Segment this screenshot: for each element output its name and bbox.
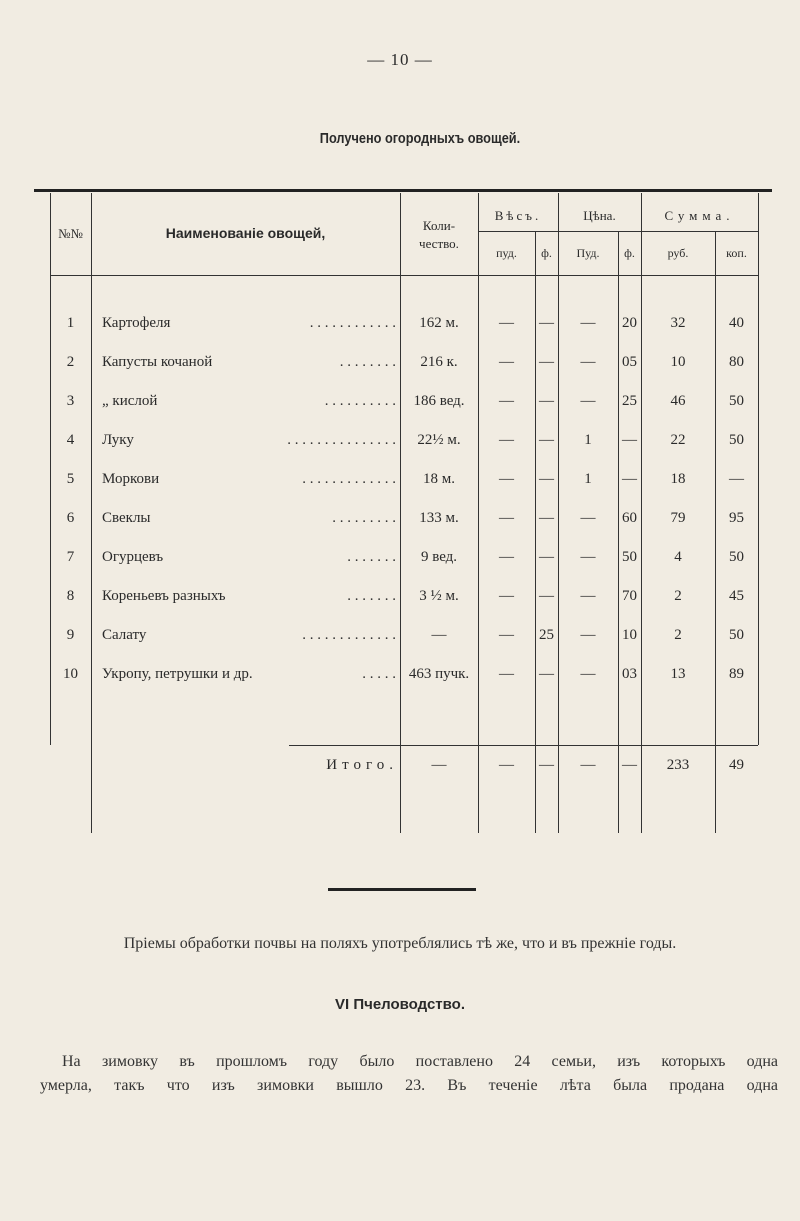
- total-rule: [289, 745, 758, 746]
- row-number: 2: [66, 354, 75, 370]
- row-price-pud: —: [580, 393, 596, 409]
- total-price-f: —: [622, 757, 637, 773]
- row-weight-f: —: [539, 588, 554, 604]
- row-name: Салату: [102, 627, 147, 643]
- row-kop: 50: [729, 549, 744, 565]
- row-weight-pud: —: [499, 393, 514, 409]
- row-weight-pud: —: [499, 588, 514, 604]
- row-number: 7: [66, 549, 75, 565]
- row-name: Огурцевъ: [102, 549, 164, 565]
- row-leader-dots: . . . . . . . . . . . .: [309, 315, 396, 331]
- table-title: Получено огородныхъ овощей.: [319, 130, 521, 147]
- total-rub: 233: [666, 757, 690, 773]
- row-weight-pud: —: [499, 510, 514, 526]
- row-rub: 2: [674, 627, 682, 643]
- table-border-right: [758, 193, 759, 745]
- header-weight: Вѣсъ.: [494, 208, 542, 223]
- page-number: — 10 —: [367, 50, 433, 69]
- row-kop: 80: [729, 354, 744, 370]
- row-price-pud: —: [580, 354, 596, 370]
- row-leader-dots: . . . . . . . . . . . . . . .: [287, 432, 396, 448]
- row-leader-dots: . . . . . . .: [347, 588, 396, 604]
- paragraph-bees-line1: На зимовку въ прошломъ году было поставлено 24 семьи, изъ которыхъ одна: [62, 1053, 778, 1070]
- row-name: Укропу, петрушки и др.: [102, 666, 253, 682]
- row-qty: 3 ½ м.: [419, 588, 459, 604]
- row-rub: 46: [670, 393, 686, 409]
- row-price-f: 20: [622, 315, 637, 331]
- header-price: Цѣна.: [583, 208, 616, 223]
- total-qty: —: [431, 757, 447, 773]
- row-leader-dots: . . . . . . . . . . . . .: [302, 627, 396, 643]
- total-label: Итого.: [326, 757, 398, 773]
- row-weight-f: —: [539, 315, 554, 331]
- row-weight-f: —: [539, 510, 554, 526]
- row-qty: 22½ м.: [417, 432, 461, 448]
- header-sum: Сумма.: [664, 208, 735, 223]
- total-kop: 49: [729, 757, 744, 773]
- row-price-pud: —: [580, 588, 596, 604]
- row-rub: 32: [670, 315, 686, 331]
- row-number: 10: [63, 666, 78, 682]
- row-kop: 40: [729, 315, 744, 331]
- row-kop: 50: [729, 393, 744, 409]
- row-price-pud: —: [580, 627, 596, 643]
- row-price-f: 25: [622, 393, 637, 409]
- row-number: 8: [66, 588, 75, 604]
- row-name: Кореньевъ разныхъ: [102, 588, 226, 604]
- row-kop: 50: [729, 627, 744, 643]
- row-rub: 79: [670, 510, 686, 526]
- row-weight-f: —: [539, 666, 554, 682]
- row-rub: 2: [674, 588, 682, 604]
- row-price-f: 05: [622, 354, 637, 370]
- row-price-pud: 1: [584, 432, 592, 448]
- row-weight-pud: —: [499, 666, 514, 682]
- row-name: Картофеля: [102, 315, 171, 331]
- row-kop: 50: [729, 432, 744, 448]
- paragraph-soil: Пріемы обработки почвы на поляхъ употреблялись тѣ же, что и въ прежніе годы.: [123, 935, 677, 952]
- col-divider: [91, 193, 92, 833]
- total-price-pud: —: [580, 757, 596, 773]
- row-price-f: 10: [622, 627, 637, 643]
- row-leader-dots: . . . . . . . . . . . . .: [302, 471, 396, 487]
- row-rub: 10: [670, 354, 686, 370]
- row-kop: —: [729, 471, 744, 487]
- row-leader-dots: . . . . . . . .: [339, 354, 396, 370]
- row-name: Капусты кочаной: [102, 354, 213, 370]
- header-pud: пуд.: [496, 246, 517, 260]
- row-price-f: 50: [622, 549, 637, 565]
- row-qty: 162 м.: [419, 315, 459, 331]
- row-kop: 95: [729, 510, 744, 526]
- header-subrule: [478, 231, 758, 232]
- row-weight-f: 25: [539, 627, 554, 643]
- row-weight-pud: —: [499, 549, 514, 565]
- row-price-f: 70: [622, 588, 637, 604]
- table-top-rule: [34, 189, 772, 192]
- row-qty: 9 вед.: [420, 549, 458, 565]
- row-qty: 186 вед.: [413, 393, 465, 409]
- row-weight-pud: —: [499, 627, 514, 643]
- row-qty: 216 к.: [420, 354, 458, 370]
- header-bottom-rule: [50, 275, 758, 276]
- header-f1: ф.: [541, 246, 552, 260]
- vegetables-table: [34, 189, 772, 839]
- row-price-f: —: [622, 471, 637, 487]
- header-f2: ф.: [624, 246, 635, 260]
- row-leader-dots: . . . . . . .: [347, 549, 396, 565]
- row-name: Моркови: [102, 471, 160, 487]
- row-price-f: —: [622, 432, 637, 448]
- row-price-f: 60: [622, 510, 637, 526]
- header-rub: руб.: [667, 246, 689, 260]
- row-price-pud: —: [580, 510, 596, 526]
- row-number: 1: [66, 315, 75, 331]
- section-divider: [328, 888, 476, 891]
- row-number: 3: [66, 393, 75, 409]
- row-weight-f: —: [539, 393, 554, 409]
- header-qty-1: Коли-: [422, 218, 456, 233]
- row-number: 5: [66, 471, 75, 487]
- header-num: №№: [58, 226, 83, 241]
- row-number: 9: [66, 627, 75, 643]
- row-weight-f: —: [539, 432, 554, 448]
- header-kop: коп.: [726, 246, 747, 260]
- row-kop: 89: [729, 666, 744, 682]
- row-price-f: 03: [622, 666, 637, 682]
- row-leader-dots: . . . . . . . . . .: [324, 393, 396, 409]
- row-kop: 45: [729, 588, 744, 604]
- header-qty-2: чество.: [419, 236, 459, 251]
- row-rub: 18: [670, 471, 686, 487]
- section-title: VI Пчеловодство.: [334, 996, 466, 1013]
- row-name: Луку: [102, 432, 134, 448]
- row-rub: 4: [674, 549, 682, 565]
- row-rub: 13: [670, 666, 686, 682]
- row-weight-f: —: [539, 549, 554, 565]
- row-qty: 133 м.: [419, 510, 459, 526]
- row-weight-pud: —: [499, 354, 514, 370]
- row-leader-dots: . . . . . . . . .: [332, 510, 396, 526]
- row-name: Свеклы: [102, 510, 151, 526]
- header-name: Наименованіе овощей,: [165, 225, 326, 241]
- total-weight-f: —: [539, 757, 554, 773]
- row-price-pud: —: [580, 549, 596, 565]
- row-qty: 463 пучк.: [408, 666, 470, 682]
- row-weight-pud: —: [499, 315, 514, 331]
- row-price-pud: 1: [584, 471, 592, 487]
- row-qty: 18 м.: [423, 471, 455, 487]
- paragraph-bees-line2: умерла, такъ что изъ зимовки вышло 23. Въ теченіе лѣта была продана одна: [40, 1077, 778, 1094]
- row-weight-f: —: [539, 354, 554, 370]
- row-weight-pud: —: [499, 432, 514, 448]
- row-name: „ кислой: [102, 393, 158, 409]
- total-weight-pud: —: [499, 757, 514, 773]
- row-number: 6: [66, 510, 75, 526]
- row-leader-dots: . . . . .: [362, 666, 396, 682]
- row-number: 4: [66, 432, 75, 448]
- row-weight-pud: —: [499, 471, 514, 487]
- row-rub: 22: [670, 432, 686, 448]
- header-pud2: Пуд.: [576, 246, 600, 260]
- row-price-pud: —: [580, 666, 596, 682]
- row-price-pud: —: [580, 315, 596, 331]
- row-weight-f: —: [539, 471, 554, 487]
- row-qty: —: [431, 627, 447, 643]
